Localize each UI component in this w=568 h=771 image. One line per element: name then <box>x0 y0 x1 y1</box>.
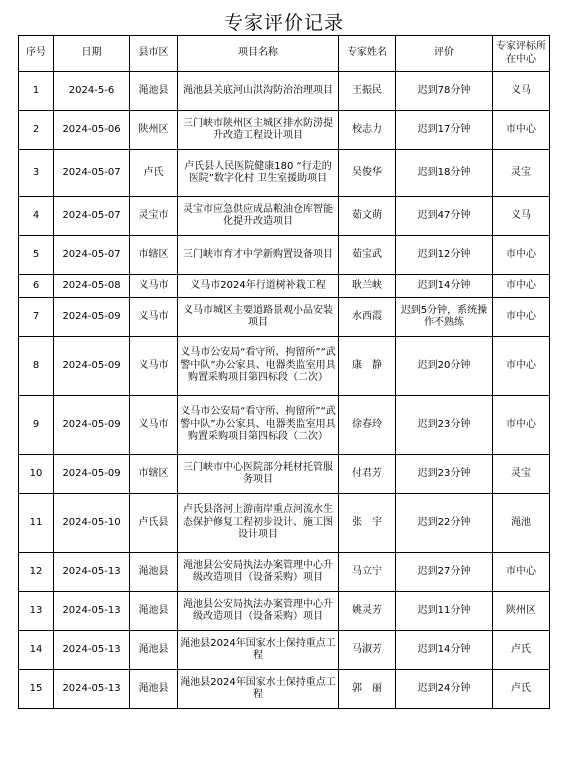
row-project-name: 三门峡市陕州区主城区排水防涝提升改造工程设计项目 <box>178 111 339 150</box>
row-expert-name: 茹宝武 <box>339 236 396 275</box>
row-expert-name: 王振民 <box>339 72 396 111</box>
row-expert-name: 马淑芳 <box>339 631 396 670</box>
row-project-name: 三门峡市中心医院部分耗材托管服务项目 <box>178 455 339 494</box>
row-comment: 迟到24分钟 <box>396 670 493 709</box>
row-date: 2024-05-07 <box>54 236 130 275</box>
row-project-name: 义马市城区主要道路景观小品安装项目 <box>178 298 339 337</box>
row-date: 2024-05-09 <box>54 396 130 455</box>
row-number: 12 <box>19 553 54 592</box>
row-county: 市辖区 <box>130 236 178 275</box>
row-center: 灵宝 <box>493 455 550 494</box>
row-expert-name: 康 静 <box>339 337 396 396</box>
row-county: 渑池县 <box>130 553 178 592</box>
row-number: 7 <box>19 298 54 337</box>
row-project-name: 义马市2024年行道树补栽工程 <box>178 275 339 298</box>
row-date: 2024-05-06 <box>54 111 130 150</box>
row-project-name: 渑池县关底河山洪沟防治治理项目 <box>178 72 339 111</box>
row-date: 2024-05-13 <box>54 670 130 709</box>
row-comment: 迟到18分钟 <box>396 150 493 197</box>
row-comment: 迟到78分钟 <box>396 72 493 111</box>
row-project-name: 渑池县公安局执法办案管理中心升级改造项目（设备采购）项目 <box>178 553 339 592</box>
row-county: 义马市 <box>130 396 178 455</box>
row-number: 10 <box>19 455 54 494</box>
header-comment: 评价 <box>396 36 493 72</box>
row-county: 灵宝市 <box>130 197 178 236</box>
row-county: 卢氏 <box>130 150 178 197</box>
row-expert-name: 徐春玲 <box>339 396 396 455</box>
row-center: 灵宝 <box>493 150 550 197</box>
row-date: 2024-05-09 <box>54 455 130 494</box>
row-comment: 迟到14分钟 <box>396 275 493 298</box>
row-center: 市中心 <box>493 396 550 455</box>
row-center: 市中心 <box>493 236 550 275</box>
row-center: 市中心 <box>493 337 550 396</box>
row-date: 2024-05-08 <box>54 275 130 298</box>
row-expert-name: 耿兰峡 <box>339 275 396 298</box>
row-expert-name: 郭 丽 <box>339 670 396 709</box>
row-project-name: 三门峡市育才中学新购置设备项目 <box>178 236 339 275</box>
row-comment: 迟到12分钟 <box>396 236 493 275</box>
table-row <box>19 72 550 111</box>
row-comment: 迟到14分钟 <box>396 631 493 670</box>
table-row <box>19 150 550 197</box>
row-comment: 迟到5分钟，系统操作不熟练 <box>396 298 493 337</box>
table-row <box>19 396 550 455</box>
row-comment: 迟到47分钟 <box>396 197 493 236</box>
table-row <box>19 455 550 494</box>
row-county: 渑池县 <box>130 72 178 111</box>
row-center: 市中心 <box>493 553 550 592</box>
row-comment: 迟到17分钟 <box>396 111 493 150</box>
row-number: 3 <box>19 150 54 197</box>
header-project: 项目名称 <box>178 36 339 72</box>
row-date: 2024-05-09 <box>54 337 130 396</box>
row-county: 渑池县 <box>130 592 178 631</box>
table-row <box>19 236 550 275</box>
row-expert-name: 马立宁 <box>339 553 396 592</box>
row-comment: 迟到23分钟 <box>396 396 493 455</box>
row-project-name: 灵宝市应急供应成品粮油仓库智能化提升改造项目 <box>178 197 339 236</box>
row-expert-name: 校志力 <box>339 111 396 150</box>
page-title: 专家评价记录 <box>223 12 344 34</box>
row-number: 14 <box>19 631 54 670</box>
row-county: 市辖区 <box>130 455 178 494</box>
row-county: 渑池县 <box>130 631 178 670</box>
row-comment: 迟到23分钟 <box>396 455 493 494</box>
row-center: 市中心 <box>493 298 550 337</box>
table-row <box>19 298 550 337</box>
row-date: 2024-05-07 <box>54 197 130 236</box>
header-date: 日期 <box>54 36 130 72</box>
row-number: 6 <box>19 275 54 298</box>
row-number: 9 <box>19 396 54 455</box>
row-project-name: 义马市公安局“看守所、拘留所”“武警中队”办公家具、电器类监室用具购置采购项目第四标段（二次） <box>178 337 339 396</box>
row-center: 市中心 <box>493 111 550 150</box>
row-project-name: 卢氏县人民医院健康180 “行走的医院”数字化村 卫生室援助项目 <box>178 150 339 197</box>
row-project-name: 渑池县公安局执法办案管理中心升级改造项目（设备采购）项目 <box>178 592 339 631</box>
row-number: 2 <box>19 111 54 150</box>
table-row <box>19 494 550 553</box>
row-date: 2024-05-13 <box>54 553 130 592</box>
table-row <box>19 592 550 631</box>
table-row <box>19 197 550 236</box>
row-expert-name: 水西霞 <box>339 298 396 337</box>
row-center: 渑池 <box>493 494 550 553</box>
table-row <box>19 553 550 592</box>
header-center: 专家评标所在中心 <box>493 36 550 72</box>
row-project-name: 卢氏县洛河上游南岸重点河流水生态保护修复工程初步设计、施工图设计项目 <box>178 494 339 553</box>
row-county: 义马市 <box>130 337 178 396</box>
row-center: 义马 <box>493 72 550 111</box>
row-county: 陕州区 <box>130 111 178 150</box>
table-row <box>19 631 550 670</box>
table-row <box>19 275 550 298</box>
row-expert-name: 张 宇 <box>339 494 396 553</box>
row-expert-name: 付君芳 <box>339 455 396 494</box>
row-number: 8 <box>19 337 54 396</box>
table-row <box>19 337 550 396</box>
row-center: 市中心 <box>493 275 550 298</box>
row-number: 15 <box>19 670 54 709</box>
row-comment: 迟到11分钟 <box>396 592 493 631</box>
row-number: 13 <box>19 592 54 631</box>
row-date: 2024-5-6 <box>54 72 130 111</box>
row-date: 2024-05-07 <box>54 150 130 197</box>
row-county: 义马市 <box>130 298 178 337</box>
row-number: 11 <box>19 494 54 553</box>
header-county: 县市区 <box>130 36 178 72</box>
row-county: 渑池县 <box>130 670 178 709</box>
row-center: 卢氏 <box>493 631 550 670</box>
header-no: 序号 <box>19 36 54 72</box>
row-project-name: 渑池县2024年国家水土保持重点工程 <box>178 631 339 670</box>
row-expert-name: 吴俊华 <box>339 150 396 197</box>
row-number: 5 <box>19 236 54 275</box>
header-row <box>19 36 550 72</box>
row-number: 1 <box>19 72 54 111</box>
row-date: 2024-05-13 <box>54 592 130 631</box>
row-date: 2024-05-13 <box>54 631 130 670</box>
row-date: 2024-05-10 <box>54 494 130 553</box>
row-date: 2024-05-09 <box>54 298 130 337</box>
row-expert-name: 茹文萌 <box>339 197 396 236</box>
table-row <box>19 111 550 150</box>
row-county: 义马市 <box>130 275 178 298</box>
row-comment: 迟到27分钟 <box>396 553 493 592</box>
row-number: 4 <box>19 197 54 236</box>
row-expert-name: 姚灵芳 <box>339 592 396 631</box>
row-center: 义马 <box>493 197 550 236</box>
row-center: 卢氏 <box>493 670 550 709</box>
row-project-name: 渑池县2024年国家水土保持重点工程 <box>178 670 339 709</box>
evaluation-table <box>18 35 550 709</box>
row-center: 陕州区 <box>493 592 550 631</box>
row-comment: 迟到22分钟 <box>396 494 493 553</box>
row-comment: 迟到20分钟 <box>396 337 493 396</box>
row-county: 卢氏县 <box>130 494 178 553</box>
header-expert: 专家姓名 <box>339 36 396 72</box>
row-project-name: 义马市公安局“看守所、拘留所”“武警中队”办公家具、电器类监室用具购置采购项目第四标段（二次） <box>178 396 339 455</box>
table-row <box>19 670 550 709</box>
